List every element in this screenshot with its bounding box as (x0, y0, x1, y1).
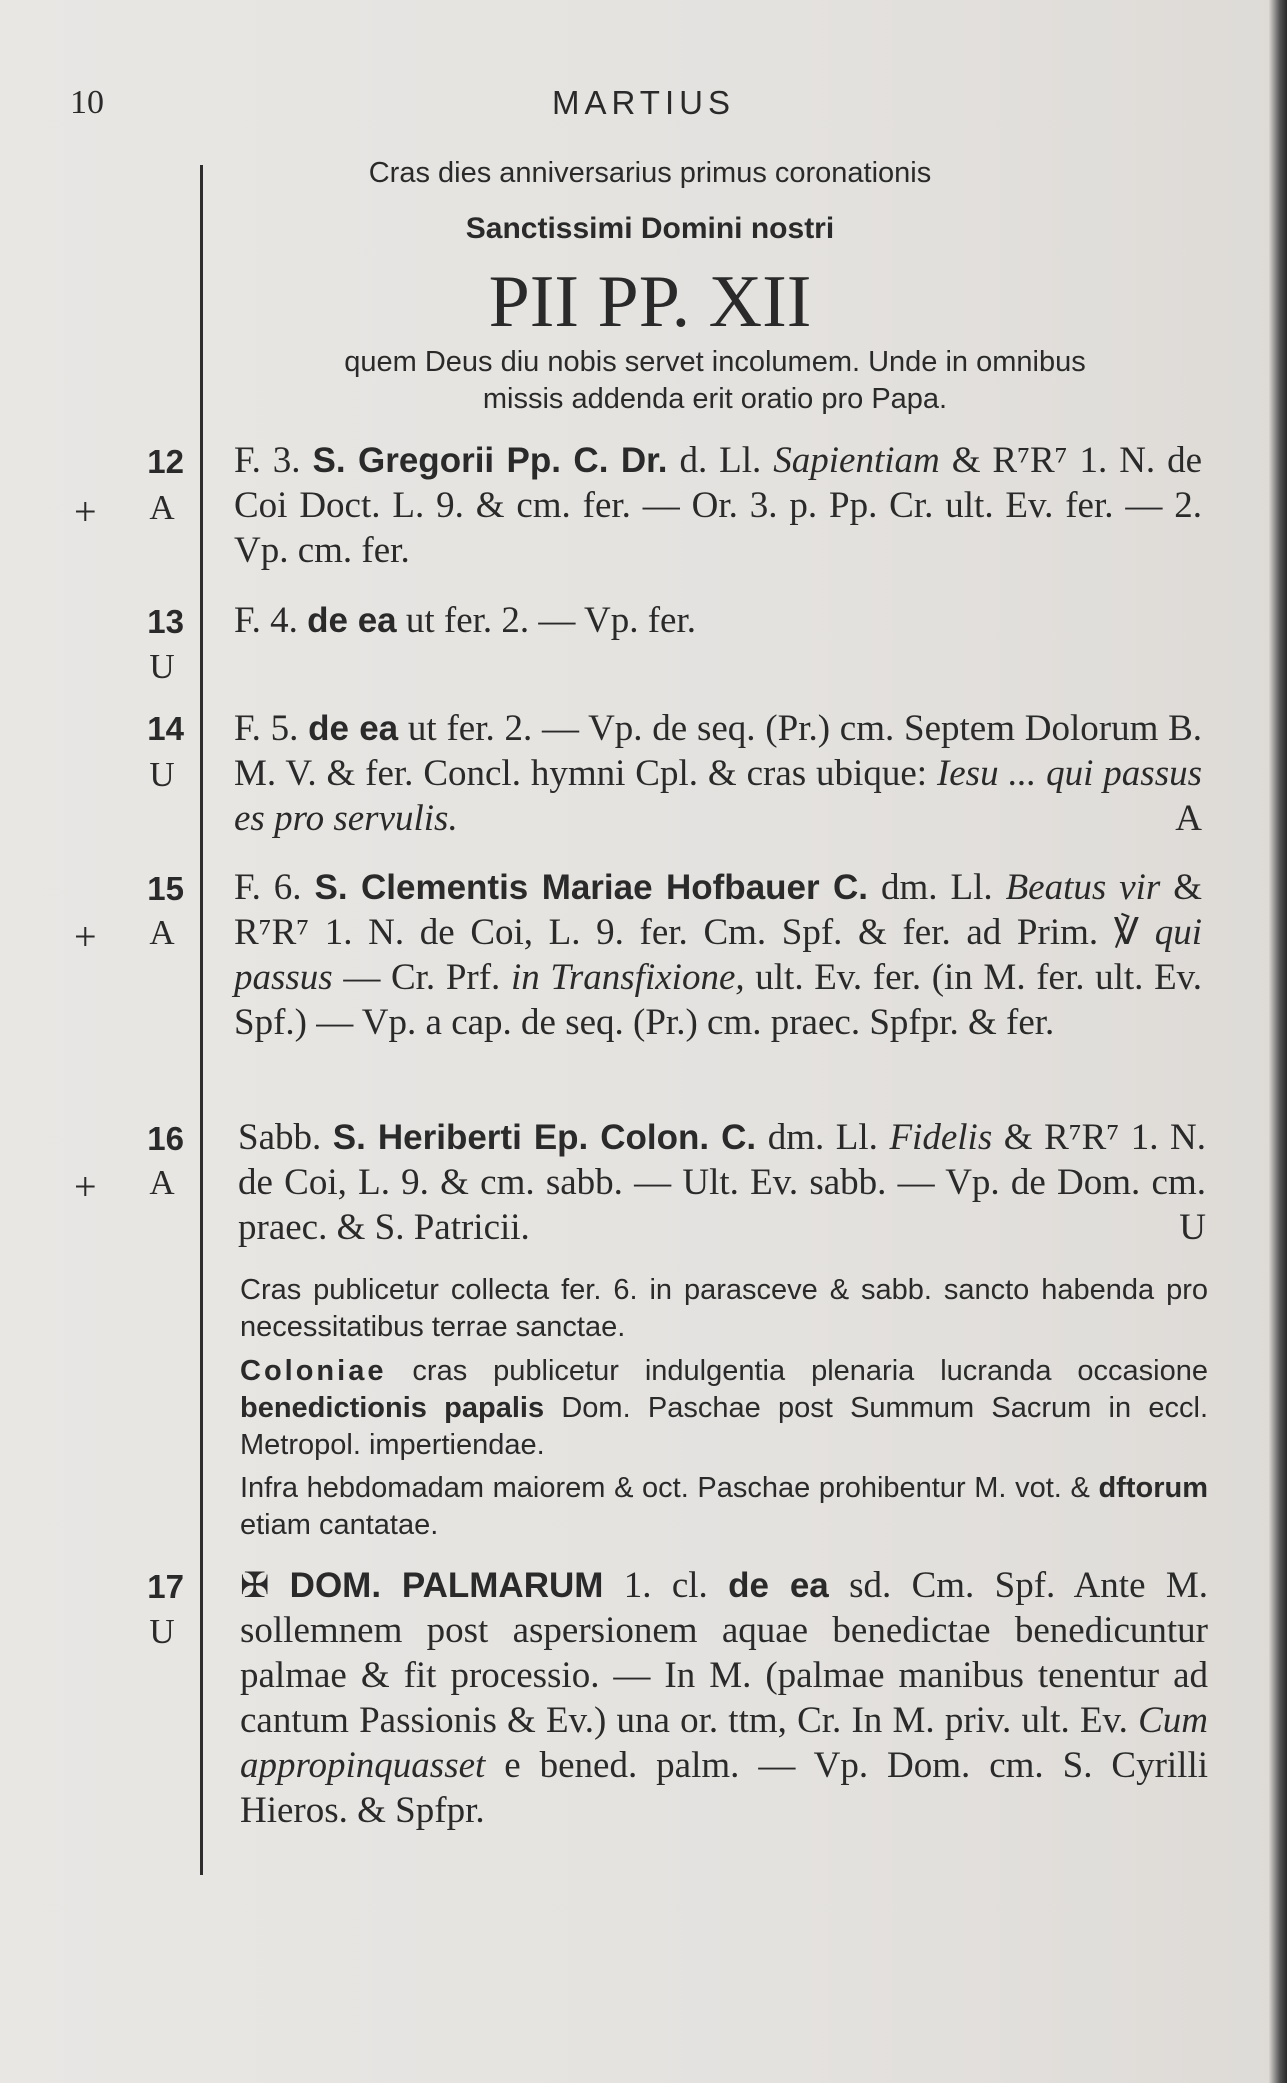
day-number: 14 (147, 710, 184, 747)
cross-mark: + (74, 1164, 97, 1209)
margin-rule (200, 165, 203, 1875)
page-number: 10 (70, 84, 104, 121)
entry-17: ✠ DOM. PALMARUM 1. cl. de ea sd. Cm. Spf. Ante M. sollemnem post aspersionem aquae benedictae benedicuntur palmae & fit processio. — In M. (palmae manibus tenentur ad cantum Passionis & Ev.) una or. ttm, Cr. In M. priv. ult. Ev. Cum appropinquasset e bened. palm. — Vp. Dom. cm. S. Cyrilli Hieros. & Spfpr. (240, 1565, 1209, 1831)
dominical-letter: U (149, 1612, 175, 1651)
dominical-letter: A (149, 1163, 175, 1202)
entry-13: F. 4. de ea ut fer. 2. — Vp. fer. (234, 600, 697, 641)
entry-14: F. 5. de ea ut fer. 2. — Vp. de seq. (Pr.) cm. Septem Dolorum B. M. V. & fer. Concl. hymni Cpl. & cras ubique: Iesu ... qui passus es pro servulis. A (234, 708, 1203, 839)
announcement-line-2: Sanctissimi Domini nostri (465, 212, 835, 245)
cross-icon: ✠ (240, 1566, 270, 1605)
dominical-letter: U (149, 755, 175, 794)
running-title: MARTIUS (552, 84, 735, 121)
announcement-line-5: missis addenda erit oratio pro Papa. (482, 383, 948, 415)
note-collecta: Cras publicetur collecta fer. 6. in parasceve & sabb. sancto habenda pro necessitatibus terrae sanctae. (240, 1274, 1208, 1343)
announcement-line-1: Cras dies anniversarius primus coronationis (368, 157, 932, 189)
entry-12: F. 3. S. Gregorii Pp. C. Dr. d. Ll. Sapientiam & R⁷R⁷ 1. N. de Coi Doct. L. 9. & cm. fer. — Or. 3. p. Pp. Cr. ult. Ev. fer. — 2. Vp. cm. fer. (234, 440, 1203, 571)
announcement-line-4: quem Deus diu nobis servet incolumem. Unde in omnibus (344, 346, 1086, 378)
cross-mark: + (74, 914, 97, 959)
entry-15: F. 6. S. Clementis Mariae Hofbauer C. dm. Ll. Beatus vir & R⁷R⁷ 1. N. de Coi, L. 9. fer. Cm. Spf. & fer. ad Prim. ℣ qui passus — Cr. Prf. in Transfixione, ult. Ev. fer. (in M. fer. ult. Ev. Spf.) — Vp. a cap. de seq. (Pr.) cm. praec. Spfpr. & fer. (234, 867, 1203, 1043)
book-edge (1269, 0, 1287, 2083)
entry-16: Sabb. S. Heriberti Ep. Colon. C. dm. Ll. Fidelis & R⁷R⁷ 1. N. de Coi, L. 9. & cm. sabb. — Ult. Ev. sabb. — Vp. de Dom. cm. praec. & S. Patricii. U (238, 1117, 1207, 1248)
cross-mark: + (74, 489, 97, 534)
day-number: 15 (147, 870, 184, 907)
note-coloniae: Coloniae cras publicetur indulgentia plenaria lucranda occasione benedictionis papalis Dom. Paschae post Summum Sacrum in eccl. Metropol. impertiendae. (240, 1355, 1209, 1461)
day-number: 16 (147, 1120, 184, 1157)
note-infra: Infra hebdomadam maiorem & oct. Paschae prohibentur M. vot. & dftorum etiam cantatae. (240, 1472, 1208, 1541)
dominical-letter: A (149, 913, 175, 952)
day-number: 13 (147, 603, 184, 640)
dominical-letter: U (149, 647, 175, 686)
day-number: 17 (147, 1568, 184, 1605)
day-number: 12 (147, 443, 184, 480)
dominical-letter: A (149, 488, 175, 527)
pope-name: PII PP. XII (488, 261, 812, 343)
